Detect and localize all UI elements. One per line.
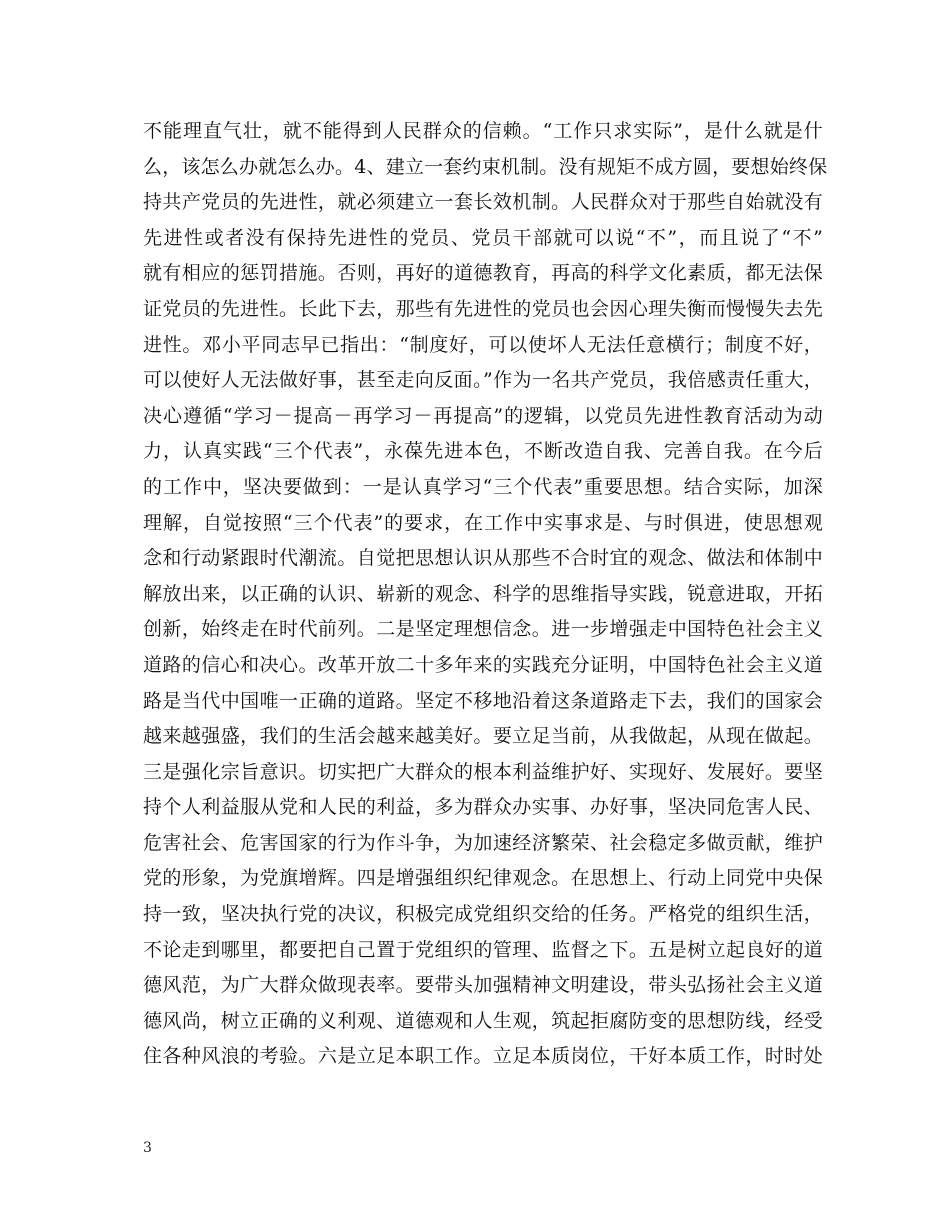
text-line: 进性。邓小平同志早已指出：“制度好，可以使坏人无法任意横行；制度不好， [143,333,823,356]
text-line: 不论走到哪里，都要把自己置于党组织的管理、监督之下。五是树立起良好的道 [143,938,823,961]
text-line: 可以使好人无法做好事，甚至走向反面。”作为一名共产党员，我倍感责任重大， [143,369,823,392]
text-line: 越来越强盛，我们的生活会越来越美好。要立足当前，从我做起，从现在做起。 [143,725,823,748]
text-line: 不能理直气壮，就不能得到人民群众的信赖。“工作只求实际”，是什么就是什 [143,120,823,142]
text-line: 证党员的先进性。长此下去，那些有先进性的党员也会因心理失衡而慢慢失去先 [143,297,823,320]
text-line: 念和行动紧跟时代潮流。自觉把思想认识从那些不合时宜的观念、做法和体制中 [143,547,823,570]
text-line: 创新，始终走在时代前列。二是坚定理想信念。进一步增强走中国特色社会主义 [143,618,823,641]
page-number: 3 [143,1140,152,1156]
text-line: 持个人利益服从党和人民的利益，多为群众办实事、办好事，坚决同危害人民、 [143,796,823,819]
text-line: 德风范，为广大群众做现表率。要带头加强精神文明建设，带头弘扬社会主义道 [143,974,823,997]
text-line: 先进性或者没有保持先进性的党员、党员干部就可以说“不”，而且说了“不” [143,226,823,249]
text-line: 决心遵循“学习－提高－再学习－再提高”的逻辑，以党员先进性教育活动为动 [143,404,823,427]
text-line: 力，认真实践“三个代表”，永葆先进本色，不断改造自我、完善自我。在今后 [143,440,823,463]
text-line: 么，该怎么办就怎么办。4、建立一套约束机制。没有规矩不成方圆，要想始终保 [143,155,828,178]
text-line: 解放出来，以正确的认识、崭新的观念、科学的思维指导实践，锐意进取，开拓 [143,582,823,605]
body-text [143,114,828,1075]
text-line: 持一致，坚决执行党的决议，积极完成党组织交给的任务。严格党的组织生活， [143,903,823,926]
text-line: 理解，自觉按照“三个代表”的要求，在工作中实事求是、与时俱进，使思想观 [143,511,823,534]
text-line: 党的形象，为党旗增辉。四是增强组织纪律观念。在思想上、行动上同党中央保 [143,867,823,890]
text-line: 路是当代中国唯一正确的道路。坚定不移地沿着这条道路走下去，我们的国家会 [143,689,823,712]
text-line: 的工作中，坚决要做到：一是认真学习“三个代表”重要思想。结合实际，加深 [143,475,823,498]
text-line: 危害社会、危害国家的行为作斗争，为加速经济繁荣、社会稳定多做贡献，维护 [143,831,823,854]
text-line: 住各种风浪的考验。六是立足本职工作。立足本质岗位，干好本质工作，时时处 [143,1045,823,1068]
text-line: 持共产党员的先进性，就必须建立一套长效机制。人民群众对于那些自始就没有 [143,191,823,214]
text-line: 就有相应的惩罚措施。否则，再好的道德教育，再高的科学文化素质，都无法保 [143,262,823,285]
text-line: 道路的信心和决心。改革开放二十多年来的实践充分证明，中国特色社会主义道 [143,653,823,676]
text-line: 德风尚，树立正确的义利观、道德观和人生观，筑起拒腐防变的思想防线，经受 [143,1009,823,1032]
text-line: 三是强化宗旨意识。切实把广大群众的根本利益维护好、实现好、发展好。要坚 [143,760,823,783]
